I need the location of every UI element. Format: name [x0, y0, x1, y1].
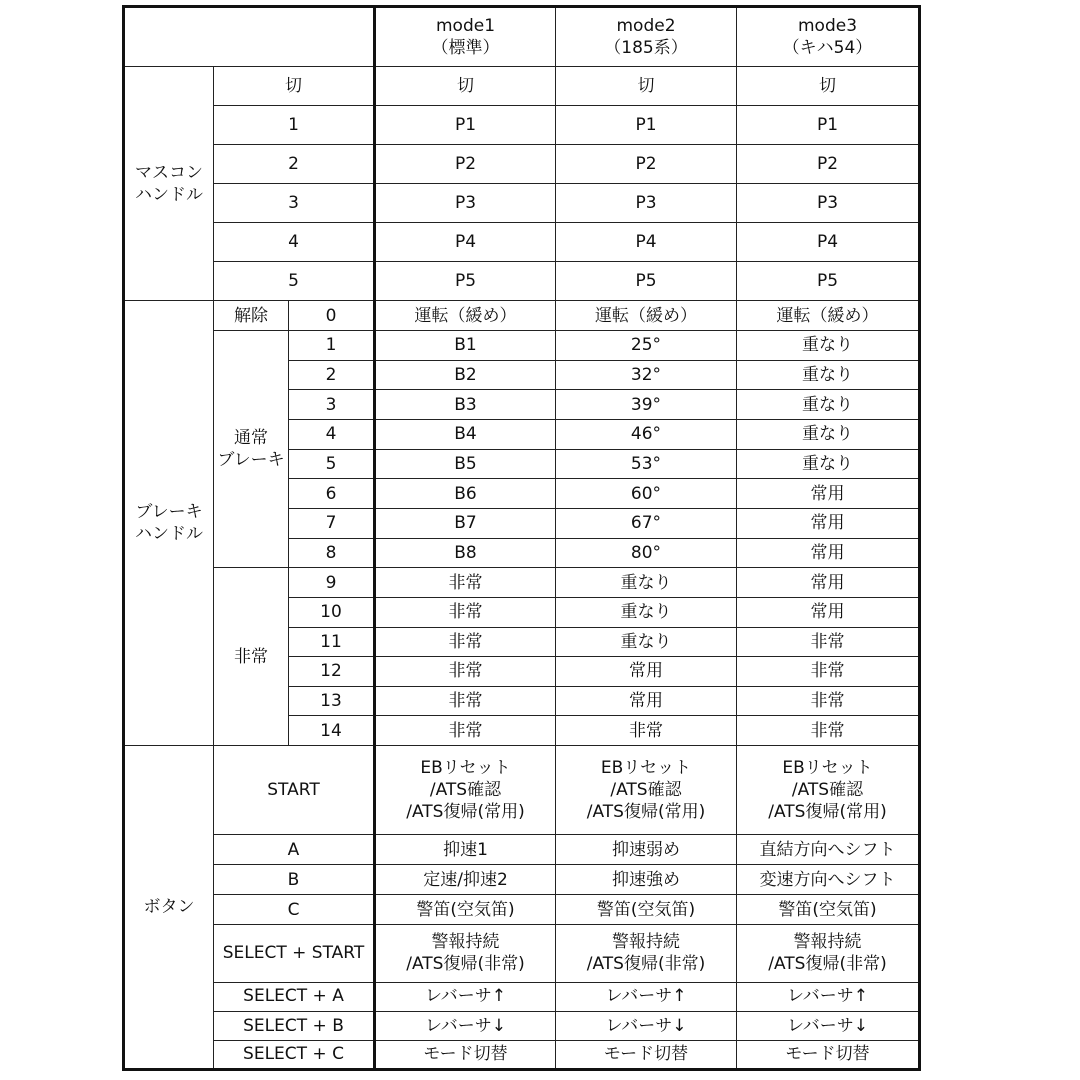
button-mode1-action: [375, 835, 556, 865]
brake-mode2-value: 運転（緩め）: [556, 301, 737, 331]
button-mode3-action: [737, 895, 920, 925]
button-name: B: [214, 865, 375, 895]
button-mode2-action-line: モード切替: [603, 1044, 689, 1065]
brake-group-label-line: ブレーキ: [135, 502, 203, 523]
table-row: [124, 301, 920, 331]
brake-mode2-value: 非常: [556, 716, 737, 746]
table-row: [124, 262, 920, 301]
mascon-position: 5: [214, 262, 375, 301]
button-name: START: [214, 746, 375, 835]
mascon-mode3-value: P5: [737, 262, 920, 301]
mascon-mode2-value: P1: [556, 106, 737, 145]
button-mode1-action: [375, 982, 556, 1011]
mascon-mode3-value: P4: [737, 223, 920, 262]
brake-mode1-value: 非常: [375, 568, 556, 598]
button-name: SELECT + B: [214, 1011, 375, 1040]
button-mode2-action: [556, 1011, 737, 1040]
brake-notch: 0: [289, 301, 375, 331]
mascon-mode3-value: P2: [737, 145, 920, 184]
button-mode2-action-line: /ATS復帰(非常): [586, 954, 706, 975]
button-mode2-action-line: /ATS復帰(常用): [586, 802, 706, 823]
brake-mode1-value: B2: [375, 360, 556, 390]
button-name: C: [214, 895, 375, 925]
table-row: [124, 895, 920, 925]
brake-mode1-value: B8: [375, 538, 556, 568]
brake-notch: 6: [289, 479, 375, 509]
mode-name: mode3: [797, 15, 858, 36]
mascon-position: 2: [214, 145, 375, 184]
brake-mode1-value: B4: [375, 420, 556, 450]
mascon-mode2-value: P3: [556, 184, 737, 223]
brake-mode3-value: 重なり: [737, 390, 920, 420]
button-mode3-action-line: 警笛(空気笛): [778, 899, 877, 920]
brake-mode3-value: 重なり: [737, 360, 920, 390]
brake-mode2-value: 60°: [556, 479, 737, 509]
button-mode3-action-line: 警報持続: [793, 932, 862, 953]
button-mode3-action: [737, 925, 920, 982]
button-mode2-action: [556, 982, 737, 1011]
mascon-mode1-value: P2: [375, 145, 556, 184]
brake-release-label: 解除: [214, 301, 289, 331]
brake-normal-label: [214, 331, 289, 568]
button-mode2-action-line: EBリセット: [600, 758, 692, 779]
brake-mode2-value: 重なり: [556, 568, 737, 598]
button-mode3-action-line: 直結方向へシフト: [759, 839, 896, 860]
mode-header-1: [375, 7, 556, 67]
brake-mode3-value: 非常: [737, 657, 920, 687]
brake-emergency-label: 非常: [214, 568, 289, 746]
button-mode2-action: [556, 1040, 737, 1069]
brake-mode3-value: 重なり: [737, 420, 920, 450]
brake-mode2-value: 常用: [556, 686, 737, 716]
table-row: [124, 1040, 920, 1069]
mascon-position: 切: [214, 67, 375, 106]
mascon-group-label: [124, 67, 214, 301]
brake-mode1-value: 非常: [375, 627, 556, 657]
brake-mode1-value: 非常: [375, 657, 556, 687]
button-mode3-action-line: レバーサ↓: [786, 1015, 869, 1036]
brake-mode3-value: 常用: [737, 508, 920, 538]
button-mode3-action-line: /ATS復帰(非常): [768, 954, 887, 975]
button-mode2-action: [556, 895, 737, 925]
brake-notch: 8: [289, 538, 375, 568]
table-row: [124, 223, 920, 262]
brake-mode2-value: 53°: [556, 449, 737, 479]
button-mode1-action: [375, 1040, 556, 1069]
mascon-mode2-value: 切: [556, 67, 737, 106]
brake-notch: 2: [289, 360, 375, 390]
mascon-mode1-value: P1: [375, 106, 556, 145]
button-mode2-action: [556, 835, 737, 865]
button-mode2-action: [556, 746, 737, 835]
brake-normal-label-line: 通常: [234, 428, 268, 449]
mode-subtitle: （185系）: [604, 38, 688, 59]
brake-mode1-value: B3: [375, 390, 556, 420]
button-mode1-action-line: 警報持続: [431, 932, 500, 953]
table-row: [124, 835, 920, 865]
button-mode2-action-line: 警笛(空気笛): [596, 899, 696, 920]
brake-mode1-value: B1: [375, 331, 556, 361]
button-mode1-action-line: モード切替: [423, 1044, 508, 1065]
mode-header-3: [737, 7, 920, 67]
brake-mode1-value: 非常: [375, 686, 556, 716]
brake-mode3-value: 常用: [737, 479, 920, 509]
table-row: [124, 746, 920, 835]
button-mode2-action-line: レバーサ↓: [605, 1015, 687, 1036]
button-mode1-action-line: /ATS復帰(常用): [406, 802, 525, 823]
mascon-mode3-value: P1: [737, 106, 920, 145]
mascon-mode1-value: P4: [375, 223, 556, 262]
brake-mode2-value: 67°: [556, 508, 737, 538]
brake-group-label: [124, 301, 214, 746]
button-mode2-action: [556, 865, 737, 895]
mode-header-2: [556, 7, 737, 67]
button-mode1-action: [375, 865, 556, 895]
button-mode3-action: [737, 865, 920, 895]
brake-mode3-value: 非常: [737, 686, 920, 716]
brake-normal-label-line: ブレーキ: [217, 450, 285, 471]
brake-notch: 9: [289, 568, 375, 598]
button-mode3-action-line: 変速方向へシフト: [759, 869, 896, 890]
button-name: SELECT + C: [214, 1040, 375, 1069]
table-row: [124, 568, 920, 598]
button-mode1-action-line: /ATS確認: [429, 780, 502, 801]
button-mode2-action-line: 警報持続: [612, 932, 680, 953]
mascon-mode2-value: P4: [556, 223, 737, 262]
table-row: [124, 982, 920, 1011]
brake-mode3-value: 常用: [737, 597, 920, 627]
brake-mode2-value: 25°: [556, 331, 737, 361]
brake-notch: 13: [289, 686, 375, 716]
button-mode1-action-line: レバーサ↑: [424, 986, 507, 1007]
mode-name: mode2: [616, 15, 676, 36]
header-corner-cell: [124, 7, 375, 67]
button-mode3-action-line: モード切替: [785, 1044, 870, 1065]
table-row: [124, 7, 920, 67]
brake-mode1-value: B7: [375, 508, 556, 538]
brake-mode2-value: 80°: [556, 538, 737, 568]
brake-mode1-value: 運転（緩め）: [375, 301, 556, 331]
button-mode1-action: [375, 925, 556, 982]
mascon-mode1-value: 切: [375, 67, 556, 106]
brake-mode3-value: 運転（緩め）: [737, 301, 920, 331]
table-row: [124, 925, 920, 982]
button-mode3-action-line: /ATS確認: [791, 780, 864, 801]
brake-mode3-value: 常用: [737, 568, 920, 598]
brake-mode2-value: 39°: [556, 390, 737, 420]
mode-subtitle: （キハ54）: [782, 38, 873, 59]
table-row: [124, 865, 920, 895]
button-mode1-action-line: 定速/抑速2: [423, 869, 508, 890]
button-mode1-action-line: /ATS復帰(非常): [406, 954, 525, 975]
controller-mapping-table: [122, 5, 921, 1071]
brake-notch: 14: [289, 716, 375, 746]
button-mode1-action-line: 抑速1: [443, 839, 488, 860]
mascon-mode2-value: P2: [556, 145, 737, 184]
brake-notch: 3: [289, 390, 375, 420]
brake-mode3-value: 重なり: [737, 449, 920, 479]
button-mode3-action-line: レバーサ↑: [786, 986, 869, 1007]
button-mode2-action-line: 抑速弱め: [612, 839, 680, 860]
mascon-mode1-value: P3: [375, 184, 556, 223]
table-row: [124, 145, 920, 184]
mascon-mode3-value: 切: [737, 67, 920, 106]
brake-mode1-value: B6: [375, 479, 556, 509]
button-mode1-action: [375, 1011, 556, 1040]
button-mode3-action: [737, 1011, 920, 1040]
table-row: [124, 1011, 920, 1040]
brake-mode3-value: 重なり: [737, 331, 920, 361]
brake-notch: 7: [289, 508, 375, 538]
button-mode2-action-line: レバーサ↑: [605, 986, 687, 1007]
button-mode3-action: [737, 982, 920, 1011]
button-mode1-action: [375, 895, 556, 925]
button-mode3-action-line: EBリセット: [782, 758, 873, 779]
brake-notch: 12: [289, 657, 375, 687]
mascon-group-label-line: ハンドル: [135, 184, 203, 205]
brake-mode2-value: 重なり: [556, 597, 737, 627]
table-row: [124, 331, 920, 361]
brake-mode3-value: 非常: [737, 627, 920, 657]
button-mode2-action-line: 抑速強め: [612, 869, 680, 890]
brake-mode1-value: B5: [375, 449, 556, 479]
brake-mode1-value: 非常: [375, 597, 556, 627]
brake-group-label-line: ハンドル: [135, 524, 203, 545]
mascon-mode2-value: P5: [556, 262, 737, 301]
brake-notch: 4: [289, 420, 375, 450]
brake-mode2-value: 常用: [556, 657, 737, 687]
brake-mode3-value: 非常: [737, 716, 920, 746]
button-mode1-action-line: 警笛(空気笛): [416, 899, 515, 920]
button-mode2-action: [556, 925, 737, 982]
button-mode3-action: [737, 1040, 920, 1069]
mode-subtitle: （標準）: [431, 38, 500, 59]
button-name: SELECT + A: [214, 982, 375, 1011]
table-row: [124, 106, 920, 145]
button-mode3-action-line: /ATS復帰(常用): [768, 802, 887, 823]
button-name: SELECT + START: [214, 925, 375, 982]
mascon-position: 3: [214, 184, 375, 223]
button-mode1-action-line: EBリセット: [420, 758, 511, 779]
brake-notch: 11: [289, 627, 375, 657]
brake-mode3-value: 常用: [737, 538, 920, 568]
brake-mode2-value: 46°: [556, 420, 737, 450]
mascon-position: 1: [214, 106, 375, 145]
brake-mode1-value: 非常: [375, 716, 556, 746]
mode-name: mode1: [435, 15, 496, 36]
brake-notch: 5: [289, 449, 375, 479]
button-mode2-action-line: /ATS確認: [610, 780, 682, 801]
brake-mode2-value: 重なり: [556, 627, 737, 657]
mascon-position: 4: [214, 223, 375, 262]
brake-notch: 1: [289, 331, 375, 361]
button-mode3-action: [737, 835, 920, 865]
brake-mode2-value: 32°: [556, 360, 737, 390]
button-mode3-action: [737, 746, 920, 835]
button-name: A: [214, 835, 375, 865]
button-mode1-action-line: レバーサ↓: [424, 1015, 507, 1036]
mascon-mode1-value: P5: [375, 262, 556, 301]
button-mode1-action: [375, 746, 556, 835]
table-row: [124, 67, 920, 106]
buttons-group-label: ボタン: [124, 746, 214, 1070]
mascon-mode3-value: P3: [737, 184, 920, 223]
mascon-group-label-line: マスコン: [135, 162, 203, 183]
brake-notch: 10: [289, 597, 375, 627]
table-row: [124, 184, 920, 223]
